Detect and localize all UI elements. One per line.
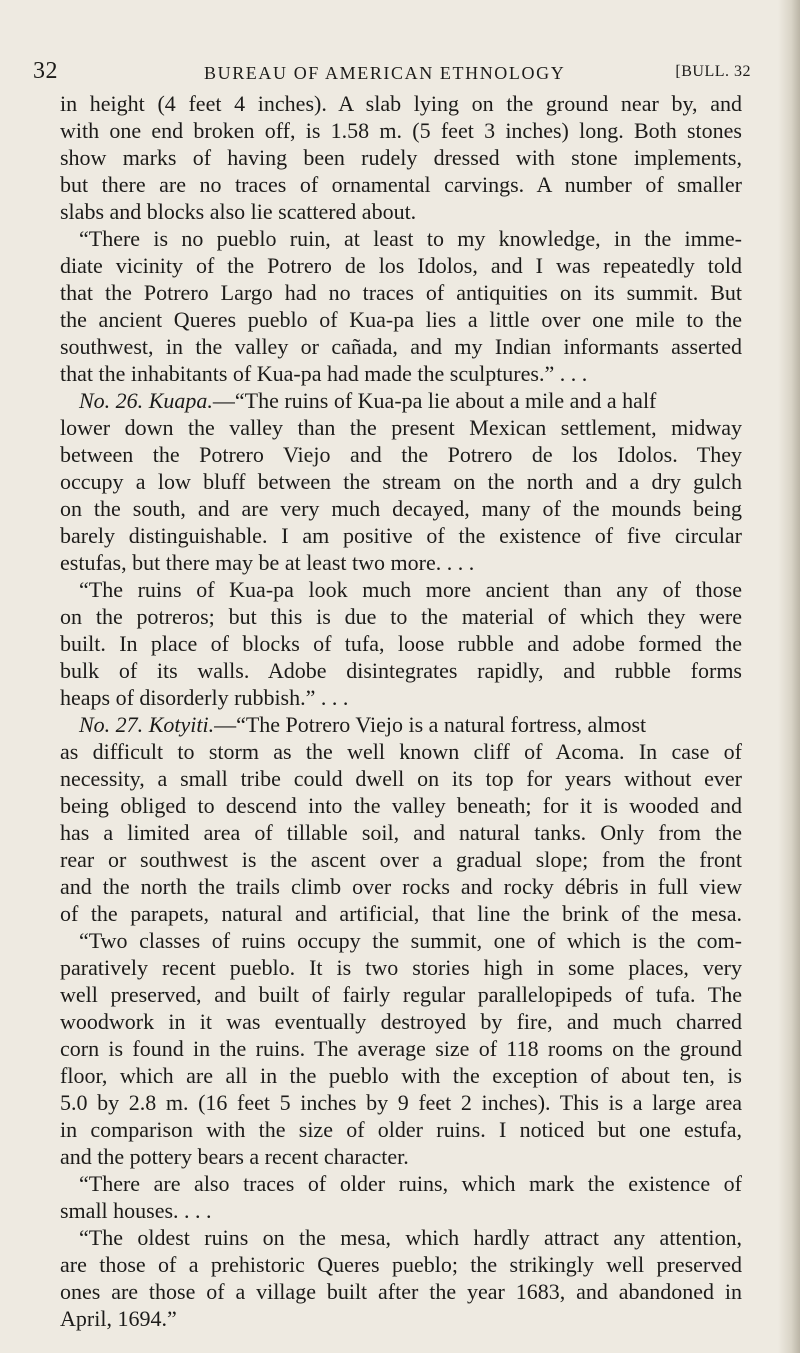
- text-line: estufas, but there may be at least two more. . . .: [60, 550, 475, 575]
- entry-name: Kotyiti.: [148, 712, 215, 737]
- page-header: [33, 58, 751, 88]
- entry-heading-line: [79, 387, 656, 414]
- text-line: and the pottery bears a recent character.: [60, 1144, 409, 1169]
- text-line: woodwork in it was eventually destroyed by fire, and much charred: [60, 1009, 742, 1034]
- text-line: being obliged to descend into the valley beneath; for it is wooded and: [60, 793, 742, 818]
- text-line: has a limited area of tillable soil, and natural tanks. Only from the: [60, 820, 742, 845]
- text-line: well preserved, and built of fairly regular parallelopipeds of tufa. The: [60, 982, 742, 1007]
- text-line: of the parapets, natural and artificial, that line the brink of the mesa.: [60, 901, 742, 926]
- text-line: as difficult to storm as the well known cliff of Acoma. In case of: [60, 739, 742, 764]
- page-number: 32: [33, 58, 58, 84]
- entry-name: Kuapa.: [148, 388, 213, 413]
- text-line: heaps of disorderly rubbish.” . . .: [60, 685, 349, 710]
- entry-text: —“The Potrero Viejo is a natural fortress, almost: [214, 712, 647, 737]
- text-line: that the Potrero Largo had no traces of antiquities on its summit. But: [60, 280, 742, 305]
- text-line: “The ruins of Kua-pa look much more ancient than any of those: [79, 577, 742, 602]
- text-line: and the north the trails climb over rocks and rocky débris in full view: [60, 874, 742, 899]
- text-line: the ancient Queres pueblo of Kua-pa lies a little over one mile to the: [60, 307, 742, 332]
- text-line: slabs and blocks also lie scattered about.: [60, 199, 417, 224]
- text-line: are those of a prehistoric Queres pueblo; the strikingly well preserved: [60, 1252, 742, 1277]
- text-line: paratively recent pueblo. It is two stories high in some places, very: [60, 955, 742, 980]
- text-line: lower down the valley than the present Mexican settlement, midway: [60, 415, 742, 440]
- text-line: rear or southwest is the ascent over a gradual slope; from the front: [60, 847, 742, 872]
- text-line: show marks of having been rudely dressed with stone implements,: [60, 145, 742, 170]
- text-line: ones are those of a village built after the year 1683, and abandoned in: [60, 1279, 742, 1304]
- text-line: that the inhabitants of Kua-pa had made the sculptures.” . . .: [60, 361, 588, 386]
- text-line: barely distinguishable. I am positive of the existence of five circular: [60, 523, 742, 548]
- text-line: “There is no pueblo ruin, at least to my knowledge, in the imme-: [79, 226, 742, 251]
- text-line: with one end broken off, is 1.58 m. (5 feet 3 inches) long. Both stones: [60, 118, 742, 143]
- entry-number: No. 26.: [79, 388, 144, 413]
- text-line: in height (4 feet 4 inches). A slab lying on the ground near by, and: [60, 91, 742, 116]
- text-line: diate vicinity of the Potrero de los Idolos, and I was repeatedly told: [60, 253, 742, 278]
- text-line: on the south, and are very much decayed, many of the mounds being: [60, 496, 742, 521]
- running-title: BUREAU OF AMERICAN ETHNOLOGY: [204, 63, 566, 83]
- text-line: “There are also traces of older ruins, which mark the existence of: [79, 1171, 742, 1196]
- text-line: but there are no traces of ornamental carvings. A number of smaller: [60, 172, 742, 197]
- entry-heading-line: [79, 711, 646, 738]
- entry-number: No. 27.: [79, 712, 144, 737]
- text-line: in comparison with the size of older ruins. I noticed but one estufa,: [60, 1117, 742, 1142]
- text-line: on the potreros; but this is due to the material of which they were: [60, 604, 742, 629]
- text-line: floor, which are all in the pueblo with the exception of about ten, is: [60, 1063, 742, 1088]
- text-line: built. In place of blocks of tufa, loose rubble and adobe formed the: [60, 631, 742, 656]
- text-line: “Two classes of ruins occupy the summit, one of which is the com-: [79, 928, 742, 953]
- text-line: between the Potrero Viejo and the Potrero de los Idolos. They: [60, 442, 742, 467]
- bulletin-reference: [BULL. 32: [675, 63, 751, 80]
- page-edge-shadow: [778, 0, 800, 1353]
- text-line: occupy a low bluff between the stream on the north and a dry gulch: [60, 469, 742, 494]
- text-line: necessity, a small tribe could dwell on its top for years without ever: [60, 766, 742, 791]
- entry-text: —“The ruins of Kua-pa lie about a mile and a half: [212, 388, 657, 413]
- text-line: southwest, in the valley or cañada, and my Indian informants asserted: [60, 334, 742, 359]
- text-line: corn is found in the ruins. The average size of 118 rooms on the ground: [60, 1036, 742, 1061]
- text-line: April, 1694.”: [60, 1306, 177, 1331]
- text-line: bulk of its walls. Adobe disintegrates rapidly, and rubble forms: [60, 658, 742, 683]
- text-line: 5.0 by 2.8 m. (16 feet 5 inches by 9 feet 2 inches). This is a large area: [60, 1090, 742, 1115]
- text-line: “The oldest ruins on the mesa, which hardly attract any attention,: [79, 1225, 742, 1250]
- text-line: small houses. . . .: [60, 1198, 212, 1223]
